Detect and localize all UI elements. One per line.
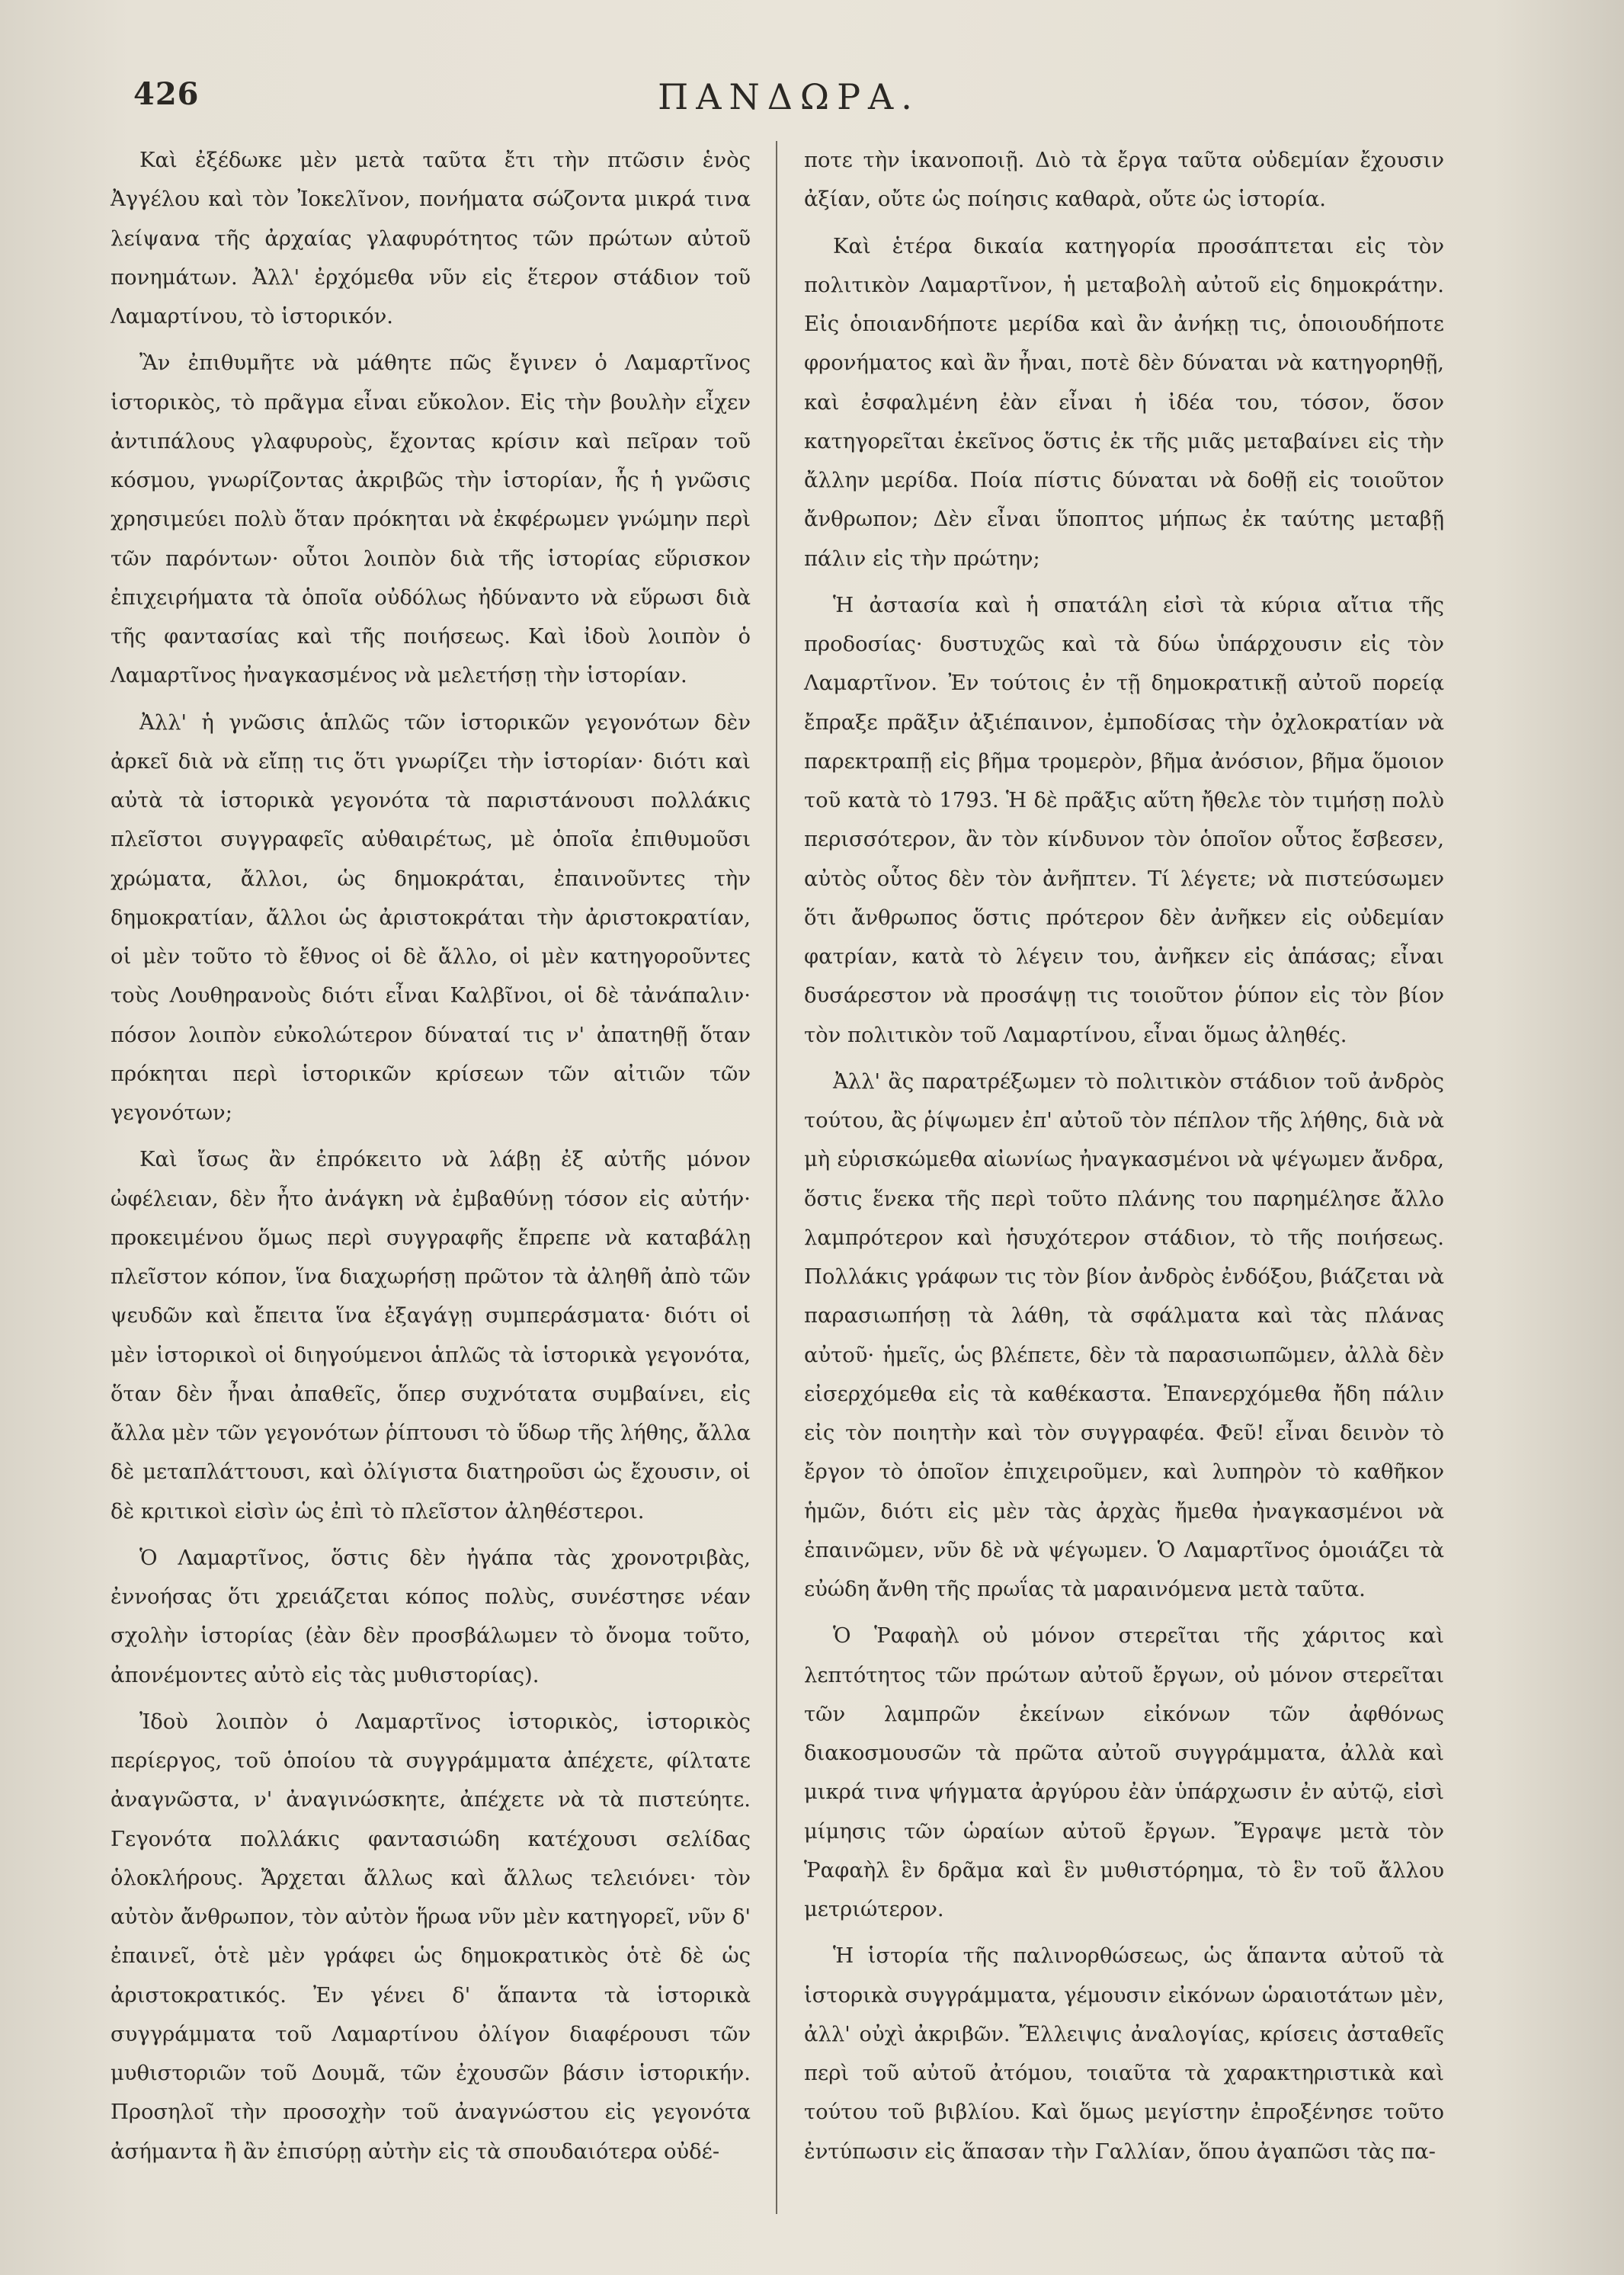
page-number: 426 [133, 76, 200, 112]
left-column [111, 141, 751, 2171]
column-divider [776, 141, 777, 2214]
paragraph: Καὶ ἑτέρα δικαία κατηγορία προσάπτεται εἰς τὸν πολιτικὸν Λαμαρτῖνον, ἡ μεταβολὴ αὐτοῦ εἰς δημοκράτην. Εἰς ὁποιανδήποτε μερίδα καὶ ἂν ἀνήκῃ τις, ὁποιουδήποτε φρονήματος καὶ ἂν ἦναι, ποτὲ δὲν δύναται νὰ κατηγορηθῇ, καὶ ἐσφαλμένη ἐὰν εἶναι ἡ ἰδέα του, τόσον, ὅσον κατηγορεῖται ἐκεῖνος ὅστις ἐκ τῆς μιᾶς μεταβαίνει εἰς τὴν ἄλλην μερίδα. Ποία πίστις δύναται νὰ δοθῇ εἰς τοιοῦτον ἄνθρωπον; Δὲν εἶναι ὕποπτος μήπως ἐκ ταύτης μεταβῇ πάλιν εἰς τὴν πρώτην; [804, 234, 1444, 571]
paragraph: Ἰδοὺ λοιπὸν ὁ Λαμαρτῖνος ἱστορικὸς, ἱστορικὸς περίεργος, τοῦ ὁποίου τὰ συγγράμματα ἀπέχετε, φίλτατε ἀναγνῶστα, ν' ἀναγινώσκητε, ἀπέχετε νὰ τὰ πιστεύητε. Γεγονότα πολλάκις φαντασιώδη κατέχουσι σελίδας ὁλοκλήρους. Ἄρχεται ἄλλως καὶ ἄλλως τελειόνει· τὸν αὐτὸν ἄνθρωπον, τὸν αὐτὸν ἥρωα νῦν μὲν κατηγορεῖ, νῦν δ' ἐπαινεῖ, ὁτὲ μὲν γράφει ὡς δημοκρατικὸς ὁτὲ δὲ ὡς ἀριστοκρατικός. Ἐν γένει δ' ἅπαντα τὰ ἱστορικὰ συγγράμματα τοῦ Λαμαρτίνου ὀλίγον διαφέρουσι τῶν μυθιστοριῶν τοῦ Δουμᾶ, τῶν ἐχουσῶν βάσιν ἱστορικήν. Προσηλοῖ τὴν προσοχὴν τοῦ ἀναγνώστου εἰς γεγονότα ἀσήμαντα ἢ ἂν ἐπισύρῃ αὐτὴν εἰς τὰ σπουδαιότερα οὐδέ- [111, 1709, 751, 2164]
paragraph: Καὶ ἴσως ἂν ἐπρόκειτο νὰ λάβῃ ἐξ αὐτῆς μόνον ὠφέλειαν, δὲν ἦτο ἀνάγκη νὰ ἐμβαθύνῃ τόσον εἰς αὐτήν· προκειμένου ὅμως περὶ συγγραφῆς ἔπρεπε νὰ καταβάλῃ πλεῖστον κόπον, ἵνα διαχωρήσῃ πρῶτον τὰ ἀληθῆ ἀπὸ τῶν ψευδῶν καὶ ἔπειτα ἵνα ἐξαγάγῃ συμπεράσματα· διότι οἱ μὲν ἱστορικοὶ οἱ διηγούμενοι ἁπλῶς τὰ ἱστορικὰ γεγονότα, ὅταν δὲν ἦναι ἀπαθεῖς, ὅπερ συχνότατα συμβαίνει, εἰς ἄλλα μὲν τῶν γεγονότων ῥίπτουσι τὸ ὕδωρ τῆς λήθης, ἄλλα δὲ μεταπλάττουσι, καὶ ὀλίγιστα διατηροῦσι ὡς ἔχουσιν, οἱ δὲ κριτικοὶ εἰσὶν ὡς ἐπὶ τὸ πλεῖστον ἀληθέστεροι. [111, 1148, 751, 1524]
paragraph: Ἀλλ' ἡ γνῶσις ἁπλῶς τῶν ἱστορικῶν γεγονότων δὲν ἀρκεῖ διὰ νὰ εἴπῃ τις ὅτι γνωρίζει τὴν ἱστορίαν· διότι καὶ αὐτὰ τὰ ἱστορικὰ γεγονότα τὰ παριστάνουσι πολλάκις πλεῖστοι συγγραφεῖς αὐθαιρέτως, μὲ ὁποῖα ἐπιθυμοῦσι χρώματα, ἄλλοι, ὡς δημοκράται, ἐπαινοῦντες τὴν δημοκρατίαν, ἄλλοι ὡς ἀριστοκράται τὴν ἀριστοκρατίαν, οἱ μὲν τοῦτο τὸ ἔθνος οἱ δὲ ἄλλο, οἱ μὲν κατηγοροῦντες τοὺς Λουθηρανοὺς διότι εἶναι Καλβῖνοι, οἱ δὲ τἀνάπαλιν· πόσον λοιπὸν εὐκολώτερον δύναταί τις ν' ἀπατηθῇ ὅταν πρόκηται περὶ ἱστορικῶν κρίσεων τῶν αἰτιῶν τῶν γεγονότων; [111, 710, 751, 1125]
paragraph: Ἡ ἱστορία τῆς παλινορθώσεως, ὡς ἅπαντα αὐτοῦ τὰ ἱστορικὰ συγγράμματα, γέμουσιν εἰκόνων ὡραιοτάτων μὲν, ἀλλ' οὐχὶ ἀκριβῶν. Ἔλλειψις ἀναλογίας, κρίσεις ἀσταθεῖς περὶ τοῦ αὐτοῦ ἀτόμου, τοιαῦτα τὰ χαρακτηριστικὰ καὶ τούτου τοῦ βιβλίου. Καὶ ὅμως μεγίστην ἐπροξένησε τοῦτο ἐντύπωσιν εἰς ἅπασαν τὴν Γαλλίαν, ὅπου ἀγαπῶσι τὰς πα- [804, 1944, 1444, 2164]
paragraph: Καὶ ἐξέδωκε μὲν μετὰ ταῦτα ἔτι τὴν πτῶσιν ἑνὸς Ἀγγέλου καὶ τὸν Ἰοκελῖνον, πονήματα σώζοντα μικρά τινα λείψανα τῆς ἀρχαίας γλαφυρότητος τῶν πρώτων αὐτοῦ πονημάτων. Ἀλλ' ἐρχόμεθα νῦν εἰς ἕτερον στάδιον τοῦ Λαμαρτίνου, τὸ ἱστορικόν. [111, 149, 751, 328]
paragraph: Ἡ ἀστασία καὶ ἡ σπατάλη εἰσὶ τὰ κύρια αἴτια τῆς προδοσίας· δυστυχῶς καὶ τὰ δύω ὑπάρχουσιν εἰς τὸν Λαμαρτῖνον. Ἐν τούτοις ἐν τῇ δημοκρατικῇ αὐτοῦ πορείᾳ ἔπραξε πρᾶξιν ἀξιέπαινον, ἐμποδίσας τὴν ὀχλοκρατίαν νὰ παρεκτραπῇ εἰς βῆμα τρομερὸν, βῆμα ἀνόσιον, βῆμα ὅμοιον τοῦ κατὰ τὸ 1793. Ἡ δὲ πρᾶξις αὕτη ἤθελε τὸν τιμήσῃ πολὺ περισσότερον, ἂν τὸν κίνδυνον τὸν ὁποῖον οὗτος ἔσβεσεν, αὐτὸς οὗτος δὲν τὸν ἀνῆπτεν. Τί λέγετε; νὰ πιστεύσωμεν ὅτι ἄνθρωπος ὅστις πρότερον δὲν ἀνῆκεν εἰς οὐδεμίαν φατρίαν, κατὰ τὸ λέγειν του, ἀνῆκεν εἰς ἁπάσας; εἶναι δυσάρεστον νὰ προσάψῃ τις τοιοῦτον ῥύπον εἰς τὸν βίον τὸν πολιτικὸν τοῦ Λαμαρτίνου, εἶναι ὅμως ἀληθές. [804, 593, 1444, 1047]
paragraph: Ἂν ἐπιθυμῆτε νὰ μάθητε πῶς ἔγινεν ὁ Λαμαρτῖνος ἱστορικὸς, τὸ πρᾶγμα εἶναι εὔκολον. Εἰς τὴν βουλὴν εἶχεν ἀντιπάλους γλαφυροὺς, ἔχοντας κρίσιν καὶ πεῖραν τοῦ κόσμου, γνωρίζοντας ἀκριβῶς τὴν ἱστορίαν, ἧς ἡ γνῶσις χρησιμεύει πολὺ ὅταν πρόκηται νὰ ἐκφέρωμεν γνώμην περὶ τῶν παρόντων· οὗτοι λοιπὸν διὰ τῆς ἱστορίας εὕρισκον ἐπιχειρήματα τὰ ὁποῖα οὐδόλως ἠδύναντο νὰ εὕρωσι διὰ τῆς φαντασίας καὶ τῆς ποιήσεως. Καὶ ἰδοὺ λοιπὸν ὁ Λαμαρτῖνος ἠναγκασμένος νὰ μελετήσῃ τὴν ἱστορίαν. [111, 351, 751, 688]
paragraph: Ἀλλ' ἂς παρατρέξωμεν τὸ πολιτικὸν στάδιον τοῦ ἀνδρὸς τούτου, ἂς ῥίψωμεν ἐπ' αὐτοῦ τὸν πέπλον τῆς λήθης, διὰ νὰ μὴ εὑρισκώμεθα αἰωνίως ἠναγκασμένοι νὰ ψέγωμεν ἄνδρα, ὅστις ἕνεκα τῆς περὶ τοῦτο πλάνης του παρημέλησε ἄλλο λαμπρότερον καὶ ἡσυχότερον στάδιον, τὸ τῆς ποιήσεως. Πολλάκις γράφων τις τὸν βίον ἀνδρὸς ἐνδόξου, βιάζεται νὰ παρασιωπήσῃ τὰ λάθη, τὰ σφάλματα καὶ τὰς πλάνας αὐτοῦ· ἡμεῖς, ὡς βλέπετε, δὲν τὰ παρασιωπῶμεν, ἀλλὰ δὲν εἰσερχόμεθα εἰς τὰ καθέκαστα. Ἐπανερχόμεθα ἤδη πάλιν εἰς τὸν ποιητὴν καὶ τὸν συγγραφέα. Φεῦ! εἶναι δεινὸν τὸ ἔργον τὸ ὁποῖον ἐπιχειροῦμεν, καὶ λυπηρὸν τὸ καθῆκον ἡμῶν, διότι εἰς μὲν τὰς ἀρχὰς ἤμεθα ἠναγκασμένοι νὰ ἐπαινῶμεν, νῦν δὲ νὰ ψέγωμεν. Ὁ Λαμαρτῖνος ὁμοιάζει τὰ εὐώδη ἄνθη τῆς πρωΐας τὰ μαραινόμενα μετὰ ταῦτα. [804, 1069, 1444, 1601]
paragraph: ποτε τὴν ἱκανοποιῇ. Διὸ τὰ ἔργα ταῦτα οὐδεμίαν ἔχουσιν ἀξίαν, οὔτε ὡς ποίησις καθαρὰ, οὔτε ὡς ἱστορία. [804, 149, 1444, 212]
right-column [804, 141, 1444, 2171]
paragraph: Ὁ Ῥαφαὴλ οὐ μόνον στερεῖται τῆς χάριτος καὶ λεπτότητος τῶν πρώτων αὐτοῦ ἔργων, οὐ μόνον στερεῖται τῶν λαμπρῶν ἐκείνων εἰκόνων τῶν ἀφθόνως διακοσμουσῶν τὰ πρῶτα αὐτοῦ συγγράμματα, ἀλλὰ καὶ μικρά τινα ψήγματα ἀργύρου ἐὰν ὑπάρχωσιν ἐν αὐτῷ, εἰσὶ μίμησις τῶν ὡραίων αὐτοῦ ἔργων. Ἔγραψε μετὰ τὸν Ῥαφαὴλ ἓν δρᾶμα καὶ ἓν μυθιστόρημα, τὸ ἓν τοῦ ἄλλου μετριώτερον. [804, 1624, 1444, 1921]
page-header [133, 76, 1444, 130]
running-title: ΠΑΝΔΩΡΑ. [658, 76, 920, 117]
paragraph: Ὁ Λαμαρτῖνος, ὅστις δὲν ἠγάπα τὰς χρονοτριβὰς, ἐννοήσας ὅτι χρειάζεται κόπος πολὺς, συνέστησε νέαν σχολὴν ἱστορίας (ἐὰν δὲν προσβάλωμεν τὸ ὄνομα τοῦτο, ἀπονέμοντες αὐτὸ εἰς τὰς μυθιστορίας). [111, 1546, 751, 1687]
